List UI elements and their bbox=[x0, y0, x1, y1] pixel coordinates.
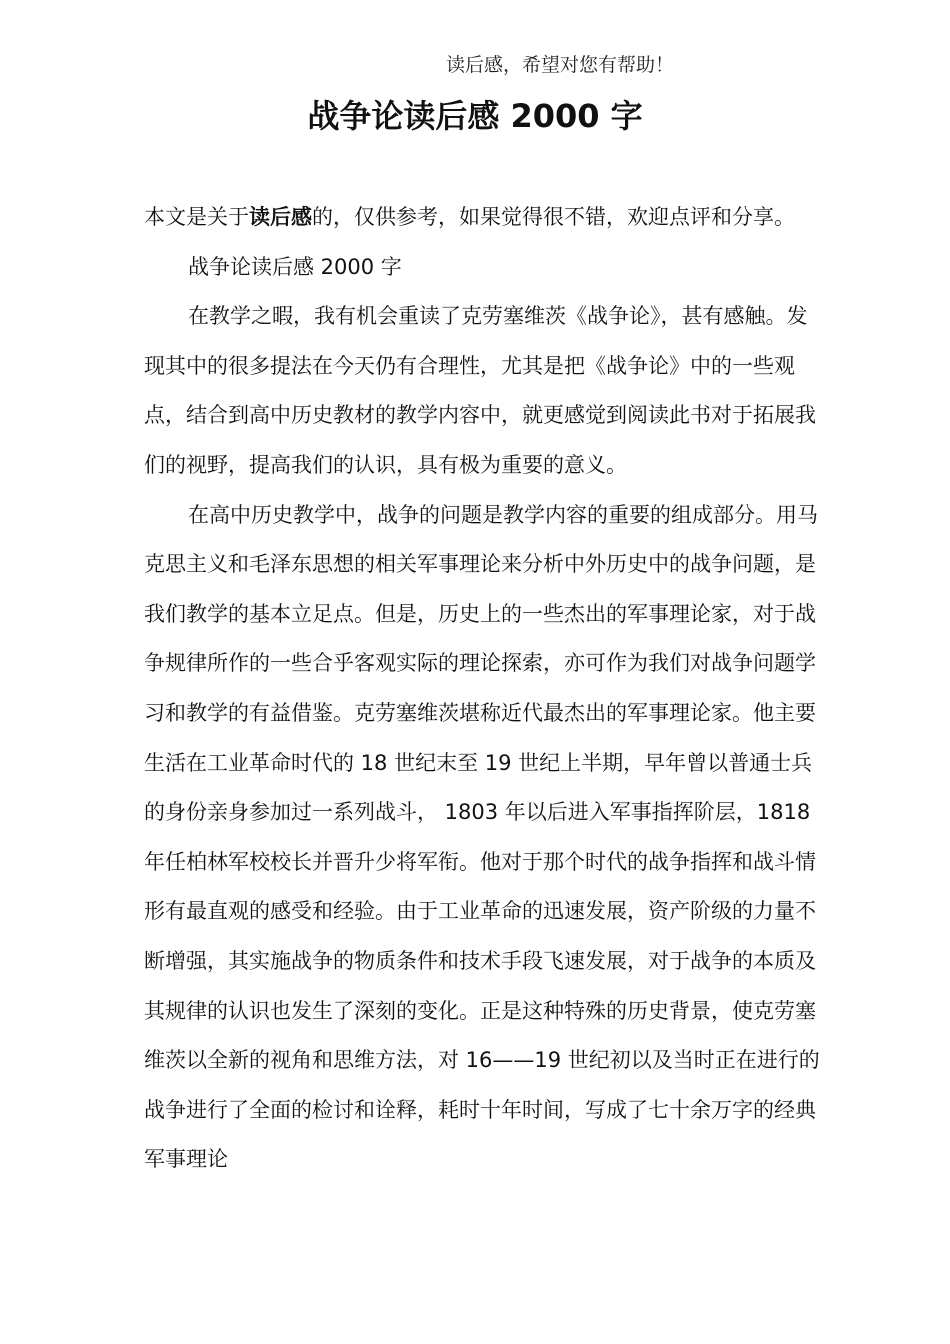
intro-keyword: 读后感 bbox=[249, 205, 312, 229]
subtitle-paragraph: 战争论读后感 2000 字 bbox=[188, 254, 402, 279]
document-title: 战争论读后感 2000 字 bbox=[307, 97, 643, 135]
intro-paragraph bbox=[144, 193, 820, 243]
body-paragraph-1: 在教学之暇，我有机会重读了克劳塞维茨《战争论》，甚有感触。发现其中的很多提法在今天仍有合理性，尤其是把《战争论》中的一些观点，结合到高中历史教材的教学内容中，就更感觉到阅读此书对于拓展我们的视野，提高我们的认识，具有极为重要的意义。 bbox=[144, 304, 816, 477]
header-note: 读后感，希望对您有帮助！ bbox=[446, 54, 675, 76]
body-paragraph-2: 在高中历史教学中，战争的问题是教学内容的重要的组成部分。用马克思主义和毛泽东思想的相关军事理论来分析中外历史中的战争问题，是我们教学的基本立足点。但是，历史上的一些杰出的军事理论家，对于战争规律所作的一些合乎客观实际的理论探索，亦可作为我们对战争问题学习和教学的有益借鉴。克劳塞维茨堪称近代最杰出的军事理论家。他主要生活在工业革命时代的 18 世纪末至 19 世纪上半期，早年曾以普通士兵的身份亲身参加过一系列战斗， 1803 年以后进入军事指挥阶层，1818 年任柏林军校校长并晋升少将军衔。他对于那个时代的战争指挥和战斗情形有最直观的感受和经验。由于工业革命的迅速发展，资产阶级的力量不断增强，其实施战争的物质条件和技术手段飞速发展，对于战争的本质及其规律的认识也发生了深刻的变化。正是这种特殊的历史背景，使克劳塞维茨以全新的视角和思维方法，对 16——19 世纪初以及当时正在进行的战争进行了全面的检讨和诠释，耗时十年时间，写成了七十余万字的经典军事理论 bbox=[144, 502, 820, 1172]
document-body bbox=[144, 193, 820, 1185]
intro-before: 本文是关于 bbox=[144, 205, 249, 229]
intro-after: 的，仅供参考，如果觉得很不错，欢迎点评和分享。 bbox=[312, 205, 795, 229]
